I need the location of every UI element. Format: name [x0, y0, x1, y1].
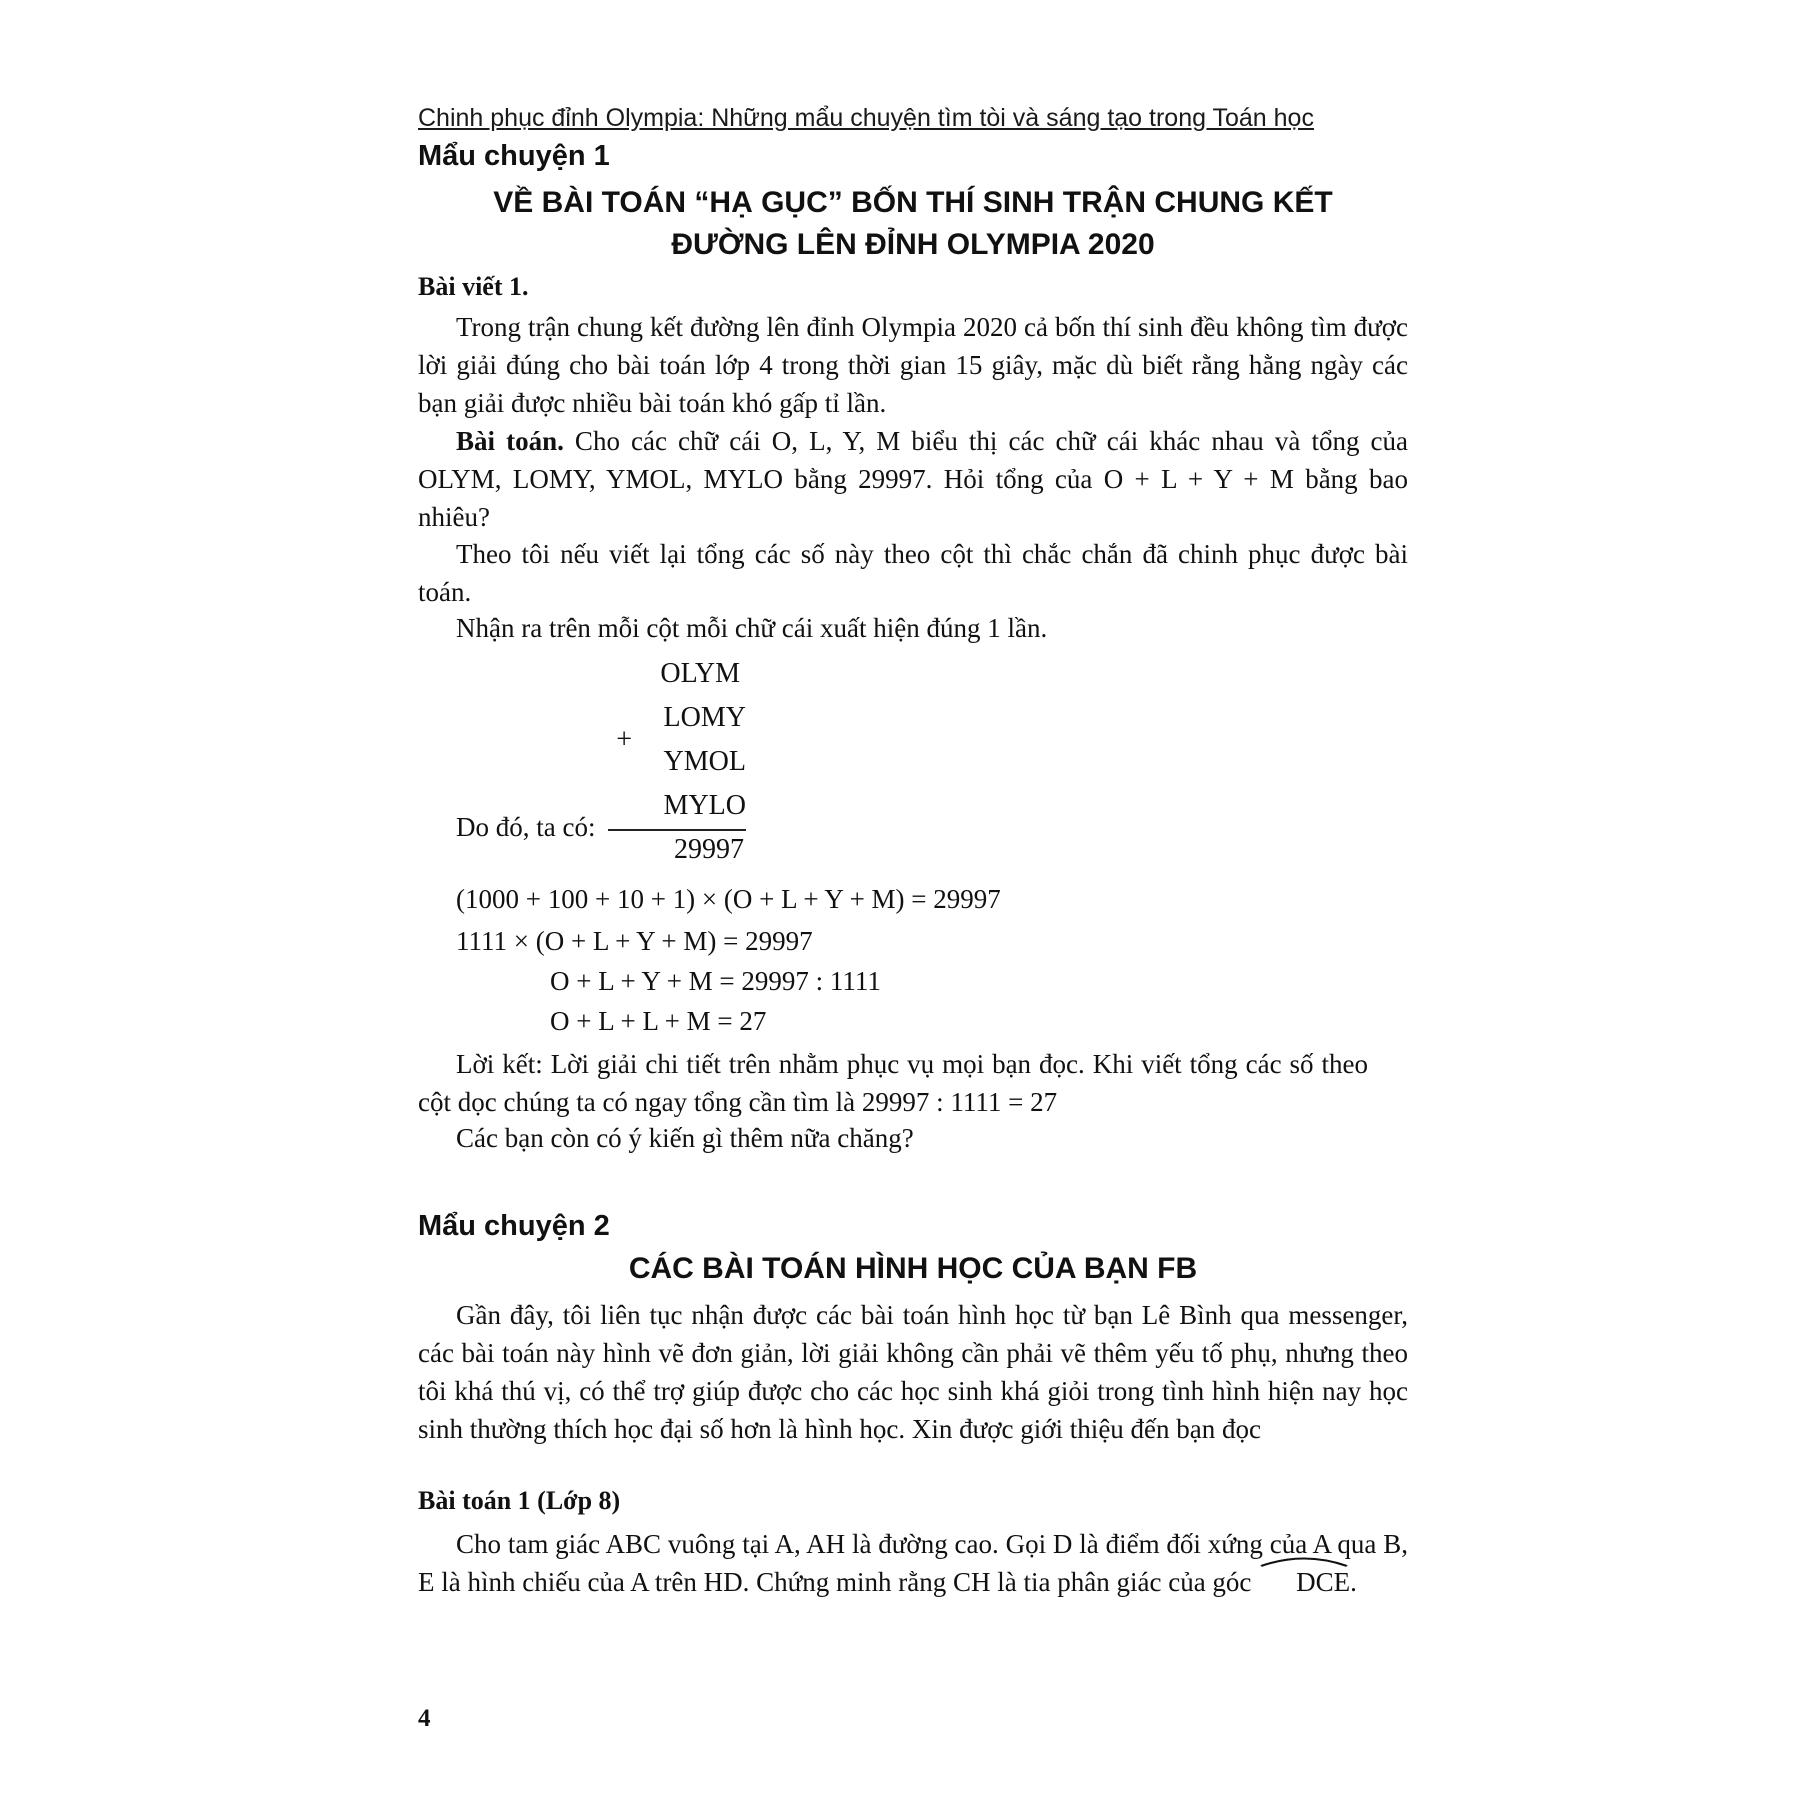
equation-4: O + L + L + M = 27: [550, 1006, 767, 1036]
addend-3: YMOL: [663, 746, 746, 777]
angle-notation: [1258, 1563, 1350, 1601]
sum-lead-in: Do đó, ta có:: [456, 812, 596, 842]
sum-result: 29997: [674, 834, 744, 865]
problem-statement: [418, 422, 1408, 536]
addend-4: MYLO: [663, 790, 746, 821]
story2-label: Mẩu chuyện 2: [418, 1210, 610, 1242]
problem1-label: Bài toán 1 (Lớp 8): [418, 1486, 621, 1515]
equation-3: O + L + Y + M = 29997 : 1111: [550, 966, 881, 996]
story2-intro: Gần đây, tôi liên tục nhận được các bài toán hình học từ bạn Lê Bình qua messenger, các bài toán này hình vẽ đơn giản, lời giải không cần phải vẽ thêm yếu tố phụ, nhưng theo tôi khá thú vị, có thể trợ giúp được cho các học sinh khá giỏi trong tình hình hiện nay học sinh thường thích học đại số hơn là hình học. Xin được giới thiệu đến bạn đọc: [418, 1300, 1408, 1444]
book-page: [418, 0, 1408, 1800]
idea-paragraph: Theo tôi nếu viết lại tổng các số này theo cột thì chắc chắn đã chinh phục được bài toán.: [418, 539, 1408, 607]
closing-question: Các bạn còn có ý kiến gì thêm nữa chăng?: [456, 1123, 914, 1153]
story1-title-line1: VỀ BÀI TOÁN “HẠ GỤC” BỐN THÍ SINH TRẬN CHUNG KẾT: [493, 186, 1333, 219]
problem1-text: Cho tam giác ABC vuông tại A, AH là đường cao. Gọi D là điểm đối xứng của A qua B, E là hình chiếu của A trên HD. Chứng minh rằng CH là tia phân giác của góc: [418, 1529, 1408, 1597]
equation-2: 1111 × (O + L + Y + M) = 29997: [456, 926, 813, 956]
running-header: Chinh phục đỉnh Olympia: Những mẩu chuyện tìm tòi và sáng tạo trong Toán học: [418, 104, 1314, 132]
addend-1: OLYM: [660, 658, 740, 689]
sum-rule: [608, 829, 746, 831]
observation-line: Nhận ra trên mỗi cột mỗi chữ cái xuất hiện đúng 1 lần.: [456, 613, 1048, 643]
angle-label: DCE: [1296, 1567, 1351, 1597]
plus-sign: +: [616, 724, 632, 755]
addend-2: LOMY: [663, 702, 746, 733]
equation-1: (1000 + 100 + 10 + 1) × (O + L + Y + M) = 29997: [456, 884, 1001, 914]
angle-arc-icon: [1258, 1553, 1350, 1567]
page-number: 4: [418, 1705, 431, 1732]
story2-title: CÁC BÀI TOÁN HÌNH HỌC CỦA BẠN FB: [628, 1252, 1198, 1285]
conclusion-paragraph: Lời kết: Lời giải chi tiết trên nhằm phục vụ mọi bạn đọc. Khi viết tổng các số theo cột dọc chúng ta có ngay tổng cần tìm là 29997 : 1111 = 27: [418, 1049, 1368, 1117]
problem-text: Cho các chữ cái O, L, Y, M biểu thị các chữ cái khác nhau và tổng của OLYM, LOMY, YMOL, MYLO bằng 29997. Hỏi tổng của O + L + Y + M bằng bao nhiêu?: [418, 426, 1408, 532]
story1-label: Mẩu chuyện 1: [418, 140, 610, 172]
problem1-statement: [418, 1525, 1408, 1601]
article-label: Bài viết 1.: [418, 272, 529, 301]
story1-intro: Trong trận chung kết đường lên đỉnh Olympia 2020 cả bốn thí sinh đều không tìm được lời giải đúng cho bài toán lớp 4 trong thời gian 15 giây, mặc dù biết rằng hằng ngày các bạn giải được nhiều bài toán khó gấp tỉ lần.: [418, 312, 1408, 418]
problem-label: Bài toán.: [456, 426, 564, 456]
end-mark: .: [1350, 1567, 1357, 1597]
story1-title-line2: ĐƯỜNG LÊN ĐỈNH OLYMPIA 2020: [671, 228, 1155, 261]
